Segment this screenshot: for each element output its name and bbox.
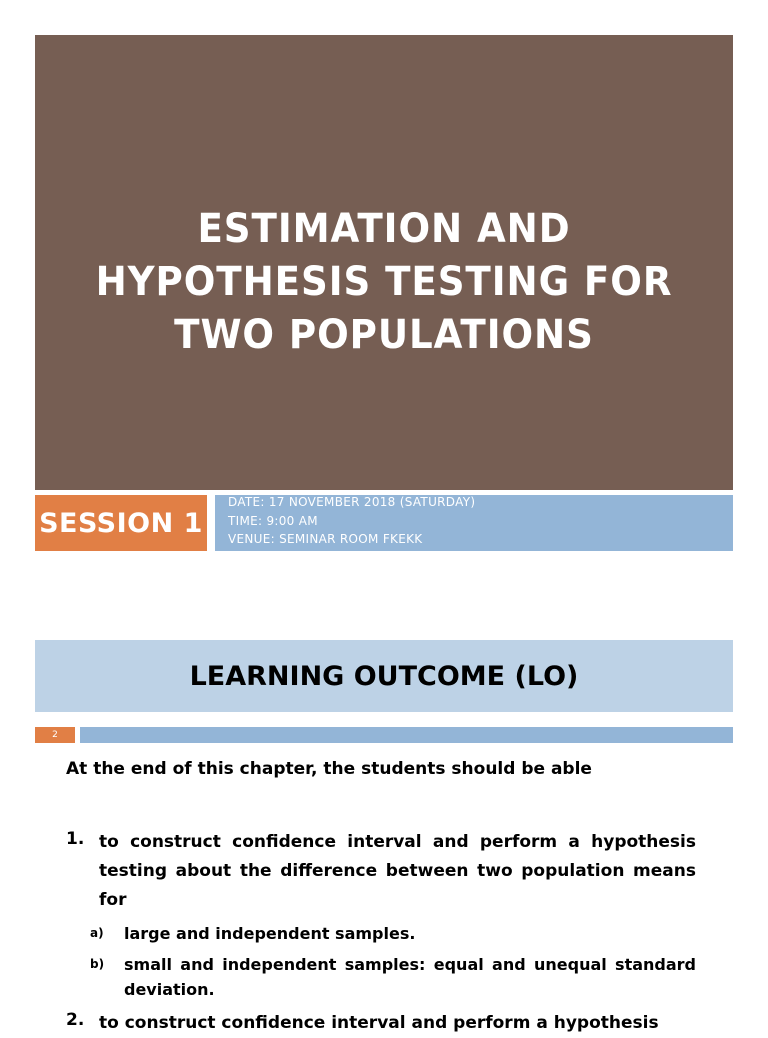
session-venue: VENUE: SEMINAR ROOM FKEKK [228, 532, 423, 546]
presentation-title [59, 203, 708, 362]
slide-number-bar [80, 727, 733, 743]
title-line: TWO POPULATIONS [174, 312, 594, 358]
list-item-text: to construct confidence interval and perform a hypothesis testing about the difference between two population means for [99, 832, 696, 910]
intro-text: At the end of this chapter, the students should be able [66, 759, 592, 779]
title-line: ESTIMATION AND [197, 206, 571, 252]
sub-list-text: large and independent samples. [124, 924, 416, 943]
learning-outcome-heading: LEARNING OUTCOME (LO) [35, 640, 733, 712]
title-panel [35, 35, 733, 490]
list-item-number: 1. [66, 829, 85, 849]
session-date: DATE: 17 NOVEMBER 2018 (SATURDAY) [228, 495, 476, 509]
title-line: HYPOTHESIS TESTING FOR [95, 259, 673, 305]
session-info-panel [215, 495, 733, 551]
slide-number: 2 [35, 727, 75, 743]
sub-list-text: small and independent samples: equal and unequal standard deviation. [124, 955, 696, 999]
sub-list-marker: b) [90, 957, 105, 971]
list-item-number: 2. [66, 1010, 85, 1030]
sub-list-marker: a) [90, 926, 104, 940]
session-label: SESSION 1 [35, 495, 207, 551]
list-item-text: to construct confidence interval and perform a hypothesis [99, 1013, 659, 1033]
session-time: TIME: 9:00 AM [228, 514, 318, 528]
